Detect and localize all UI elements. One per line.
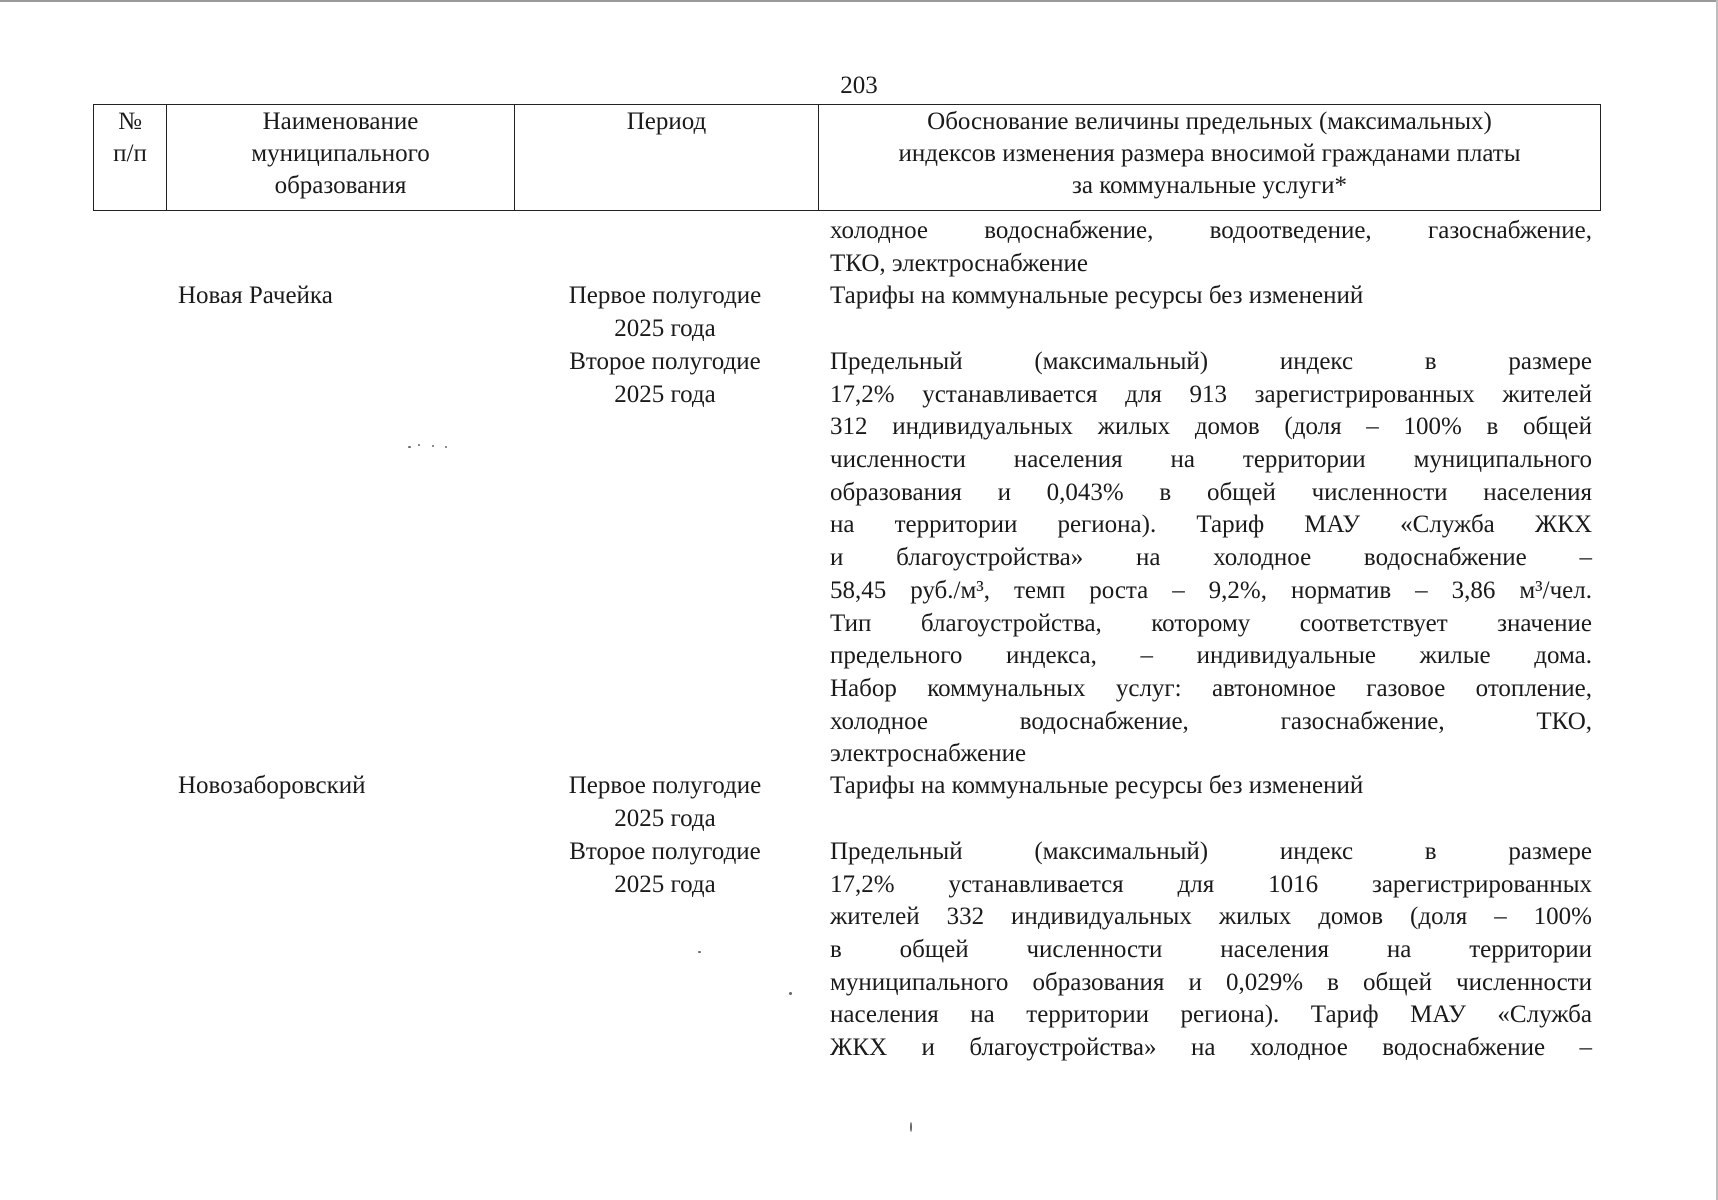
- header-text: Наименование: [262, 108, 419, 135]
- text-line: Набор коммунальных услуг: автономное газовое отопление,: [830, 674, 1592, 702]
- period-text: Первое полугодие: [568, 282, 762, 309]
- municipality-name: Новозаборовский: [178, 772, 366, 799]
- table-header: [93, 104, 1601, 211]
- period-text: 2025 года: [614, 314, 716, 342]
- header-text: п/п: [113, 140, 147, 167]
- period-second-half: [540, 346, 790, 411]
- text-line: холодное водоснабжение, водоотведение, газоснабжение,: [830, 217, 1592, 244]
- period-text: 2025 года: [614, 380, 716, 408]
- header-period-column: [515, 105, 819, 210]
- header-municipality-column: [167, 105, 515, 210]
- tariff-unchanged-text: Тарифы на коммунальные ресурсы без изменений: [830, 772, 1364, 799]
- header-text: индексов изменения размера вносимой гражданами платы: [898, 140, 1521, 167]
- text-line: в общей численности населения на территории: [830, 936, 1592, 964]
- text-line: численности населения на территории муниципального: [830, 446, 1592, 474]
- page-number: 203: [840, 72, 878, 99]
- period-text: 2025 года: [614, 804, 716, 832]
- period-text: Первое полугодие: [568, 772, 762, 799]
- scan-speck: [445, 446, 447, 448]
- justification-text: [830, 836, 1592, 1065]
- period-first-half: [540, 280, 790, 345]
- continuation-text: [830, 215, 1592, 280]
- header-number-column: [94, 105, 167, 210]
- text-line: холодное водоснабжение, газоснабжение, ТКО,: [830, 707, 1592, 735]
- text-line: ЖКХ и благоустройства» на холодное водоснабжение –: [830, 1034, 1592, 1062]
- period-text: Второе полугодие: [569, 838, 761, 865]
- scan-speck: [418, 444, 420, 446]
- text-line: Тип благоустройства, которому соответствует значение: [830, 609, 1592, 637]
- text-line: жителей 332 индивидуальных жилых домов (доля – 100%: [830, 903, 1592, 931]
- text-line: предельного индекса, – индивидуальные жилые дома.: [830, 642, 1592, 670]
- header-justification-column: [819, 105, 1600, 210]
- scan-edge: [0, 0, 1718, 2]
- period-text: 2025 года: [614, 870, 716, 898]
- period-first-half: [540, 770, 790, 835]
- header-text: муниципального: [251, 140, 430, 167]
- justification-text: [830, 346, 1592, 771]
- text-line: Предельный (максимальный) индекс в размере: [830, 348, 1592, 375]
- scan-speck: [432, 445, 434, 447]
- text-line: образования и 0,043% в общей численности населения: [830, 478, 1592, 506]
- text-line: и благоустройства» на холодное водоснабжение –: [830, 544, 1592, 572]
- scan-speck: [910, 1122, 912, 1132]
- scan-speck: [698, 951, 701, 953]
- text-line: 17,2% устанавливается для 1016 зарегистрированных: [830, 870, 1592, 898]
- text-line: Предельный (максимальный) индекс в размере: [830, 838, 1592, 865]
- scan-speck: [789, 992, 792, 995]
- period-second-half: [540, 836, 790, 901]
- scan-speck: [408, 446, 411, 448]
- text-line: муниципального образования и 0,029% в общей численности: [830, 968, 1592, 996]
- header-text: Период: [626, 108, 707, 135]
- text-line: 312 индивидуальных жилых домов (доля – 100% в общей: [830, 413, 1592, 441]
- text-line: населения на территории региона). Тариф МАУ «Служба: [830, 1001, 1592, 1029]
- text-line: электроснабжение: [830, 740, 1027, 768]
- text-line: 17,2% устанавливается для 913 зарегистрированных жителей: [830, 380, 1592, 408]
- header-text: за коммунальные услуги*: [1071, 172, 1348, 199]
- municipality-name: Новая Рачейка: [178, 282, 333, 309]
- period-text: Второе полугодие: [569, 348, 761, 375]
- header-text: Обоснование величины предельных (максимальных): [927, 108, 1492, 135]
- text-line: 58,45 руб./м³, темп роста – 9,2%, норматив – 3,86 м³/чел.: [830, 576, 1592, 604]
- header-text: образования: [274, 172, 407, 199]
- text-line: ТКО, электроснабжение: [830, 249, 1088, 277]
- tariff-unchanged-text: Тарифы на коммунальные ресурсы без изменений: [830, 282, 1364, 309]
- text-line: на территории региона). Тариф МАУ «Служба ЖКХ: [830, 511, 1592, 539]
- header-text: №: [118, 108, 142, 135]
